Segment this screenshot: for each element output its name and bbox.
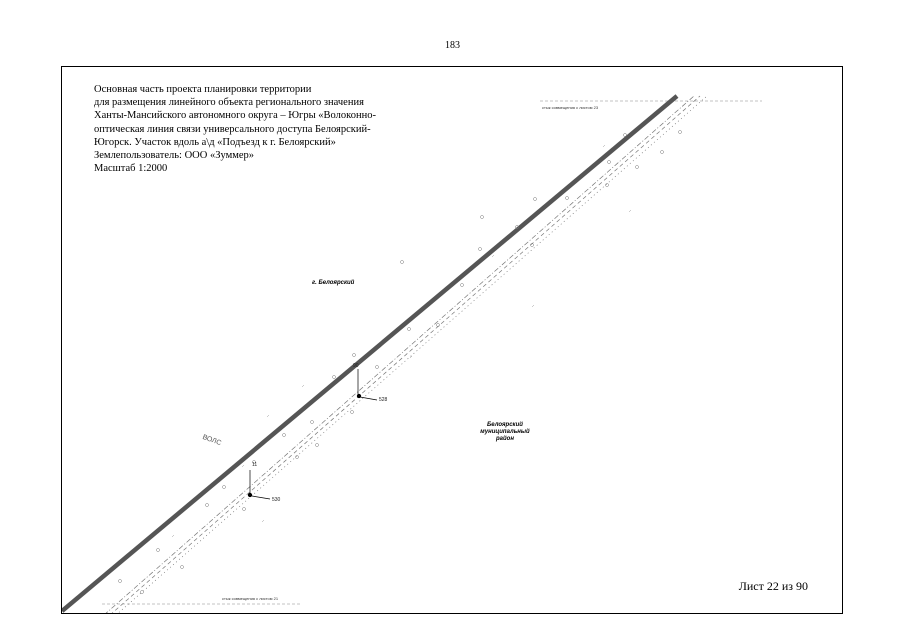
page-number: 183 — [445, 40, 460, 51]
city-label: г. Белоярский — [312, 280, 355, 286]
title-line: Ханты-Мансийского автономного округа – Югры «Волоконно- — [94, 110, 376, 122]
match-line-bottom-label: стык совмещения с листом 21 — [222, 596, 279, 601]
title-block — [94, 83, 376, 175]
district-label-line: муниципальный — [480, 429, 530, 435]
match-line-top-label: стык совмещения с листом 23 — [542, 105, 599, 110]
point-marker-2 — [248, 470, 270, 499]
district-label-line: Белоярский — [487, 422, 523, 428]
survey-marks — [119, 131, 682, 594]
survey-ticks — [172, 145, 631, 537]
point-2-side-label: 530 — [272, 497, 281, 503]
point-marker-1 — [357, 369, 377, 400]
district-label — [470, 422, 540, 443]
title-line: для размещения линейного объекта регионального значения — [94, 97, 364, 109]
sheet-label: Лист 22 из 90 — [738, 579, 808, 593]
road-label: ВОЛС — [201, 433, 223, 448]
map-frame — [61, 66, 843, 614]
point-1-side-label: 528 — [379, 397, 388, 403]
point-1-top-label: 90 — [353, 363, 359, 369]
title-line: Основная часть проекта планировки территории — [94, 84, 312, 95]
district-label-line: район — [496, 436, 514, 442]
title-line: Югорск. Участок вдоль а\д «Подъезд к г. Белоярский» — [94, 136, 336, 148]
title-line: Масштаб 1:2000 — [94, 163, 168, 175]
point-2-top-label: 11 — [252, 462, 258, 468]
title-line: Землепользователь: ООО «Зуммер» — [94, 150, 255, 162]
title-line: оптическая линия связи универсального доступа Белоярский- — [94, 123, 371, 135]
